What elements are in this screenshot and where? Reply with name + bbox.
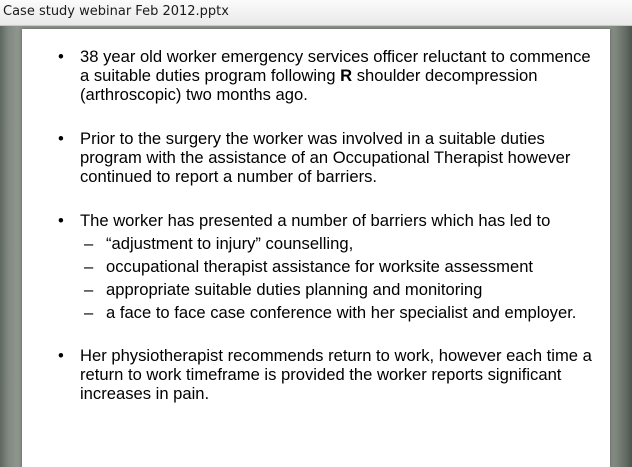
bullet-text: The worker has presented a number of barriers which has led to xyxy=(80,211,551,230)
sub-item xyxy=(22,280,610,299)
bullet-dot: • xyxy=(58,129,64,148)
bullet-item xyxy=(22,47,610,104)
sub-item-text: appropriate suitable duties planning and monitoring xyxy=(106,280,483,299)
sub-dash: – xyxy=(84,257,94,276)
window-title: Case study webinar Feb 2012.pptx xyxy=(3,4,229,19)
bullet-dot: • xyxy=(58,47,64,66)
bullet-item xyxy=(22,211,610,230)
bullet-dot: • xyxy=(58,211,64,230)
sub-item xyxy=(22,257,610,276)
bullet-item xyxy=(22,129,610,186)
bullet-text: 38 year old worker emergency services officer reluctant to commence a suitable duties program following R shoulder decompression (arthroscopic) two months ago. xyxy=(80,47,591,104)
sub-dash: – xyxy=(84,234,94,253)
bullet-text: Prior to the surgery the worker was involved in a suitable duties program with the assistance of an Occupational Therapist however continued to report a number of barriers. xyxy=(80,129,571,186)
sub-item xyxy=(22,303,610,322)
slide-canvas xyxy=(22,29,610,467)
window-titlebar xyxy=(0,0,632,26)
slide-content xyxy=(22,47,610,403)
sub-dash: – xyxy=(84,303,94,322)
bullet-dot: • xyxy=(58,346,64,365)
sub-item xyxy=(22,234,610,253)
sub-item-text: “adjustment to injury” counselling, xyxy=(106,234,354,253)
sub-item-text: occupational therapist assistance for worksite assessment xyxy=(106,257,534,276)
sub-item-text: a face to face case conference with her specialist and employer. xyxy=(106,303,577,322)
bullet-text: Her physiotherapist recommends return to work, however each time a return to work timeframe is provided the worker reports significant increases in pain. xyxy=(80,346,592,403)
bold-text: R xyxy=(340,66,353,85)
sub-dash: – xyxy=(84,280,94,299)
bullet-item xyxy=(22,346,610,403)
